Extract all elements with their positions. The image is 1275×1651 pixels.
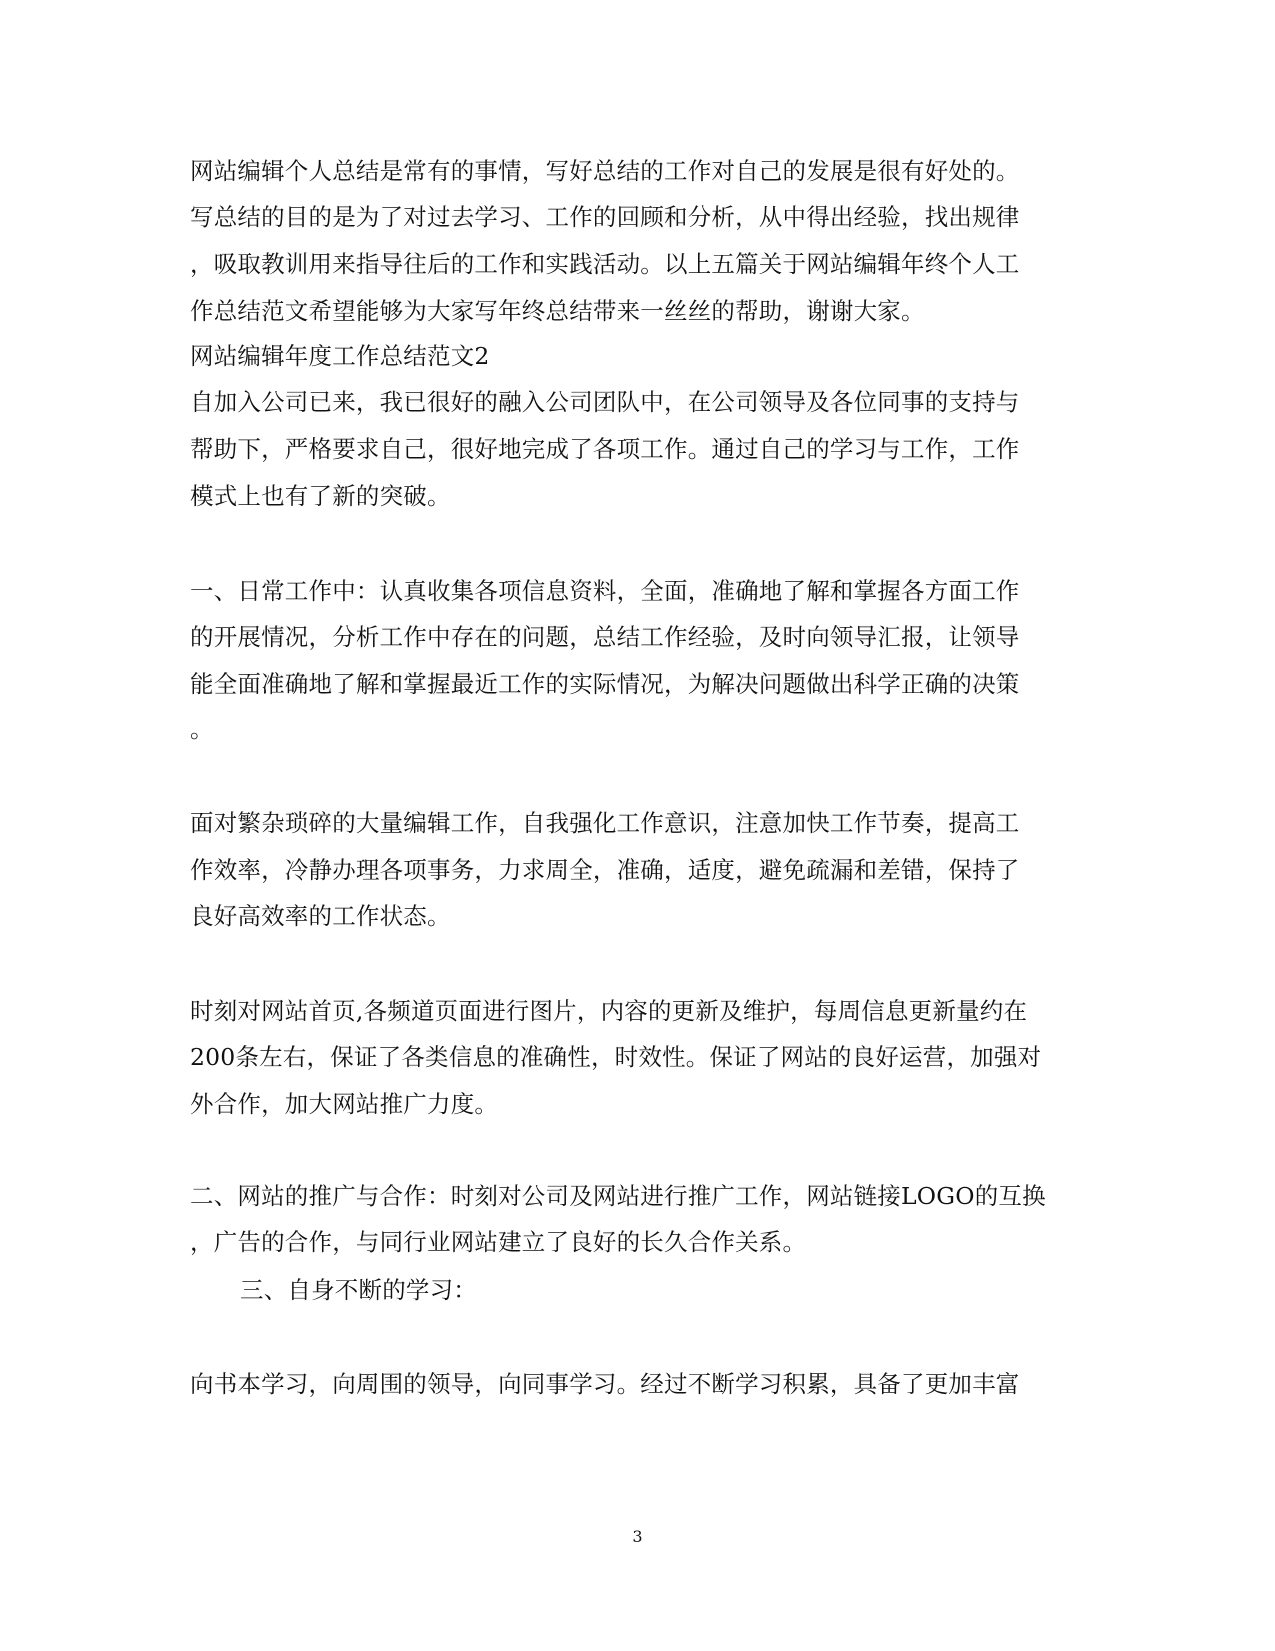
body-line: 模式上也有了新的突破。 [190, 482, 451, 510]
body-line: 网站编辑个人总结是常有的事情，写好总结的工作对自己的发展是很有好处的。 [190, 157, 1020, 185]
body-line: ，广告的合作，与同行业网站建立了良好的长久合作关系。 [190, 1228, 807, 1256]
body-line: 能全面准确地了解和掌握最近工作的实际情况，为解决问题做出科学正确的决策 [190, 670, 1020, 698]
body-line: 面对繁杂琐碎的大量编辑工作，自我强化工作意识，注意加快工作节奏，提高工 [190, 809, 1020, 837]
body-line: 良好高效率的工作状态。 [190, 902, 451, 930]
body-line: 帮助下，严格要求自己，很好地完成了各项工作。通过自己的学习与工作，工作 [190, 435, 1020, 463]
subsection-heading: 三、自身不断的学习： [240, 1276, 477, 1304]
body-line: 的开展情况，分析工作中存在的问题，总结工作经验，及时向领导汇报，让领导 [190, 623, 1020, 651]
body-line: 200条左右，保证了各类信息的准确性，时效性。保证了网站的良好运营，加强对 [190, 1043, 1042, 1071]
body-line: ，吸取教训用来指导往后的工作和实践活动。以上五篇关于网站编辑年终个人工 [190, 250, 1020, 278]
body-line: 作效率，冷静办理各项事务，力求周全，准确，适度，避免疏漏和差错，保持了 [190, 856, 1020, 884]
body-line: 时刻对网站首页,各频道页面进行图片，内容的更新及维护，每周信息更新量约在 [190, 997, 1028, 1025]
body-line: 写总结的目的是为了对过去学习、工作的回顾和分析，从中得出经验，找出规律 [190, 203, 1020, 231]
body-line: 。 [190, 715, 214, 743]
body-line: 一、日常工作中：认真收集各项信息资料，全面，准确地了解和掌握各方面工作 [190, 577, 1020, 605]
body-line: 向书本学习，向周围的领导，向同事学习。经过不断学习积累，具备了更加丰富 [190, 1370, 1020, 1398]
body-line: 二、网站的推广与合作：时刻对公司及网站进行推广工作，网站链接LOGO的互换 [190, 1182, 1046, 1210]
page-number: 3 [632, 1527, 643, 1546]
body-line: 外合作，加大网站推广力度。 [190, 1090, 499, 1118]
body-line: 作总结范文希望能够为大家写年终总结带来一丝丝的帮助，谢谢大家。 [190, 297, 925, 325]
body-line: 自加入公司已来，我已很好的融入公司团队中，在公司领导及各位同事的支持与 [190, 388, 1020, 416]
section-heading: 网站编辑年度工作总结范文2 [190, 342, 490, 370]
